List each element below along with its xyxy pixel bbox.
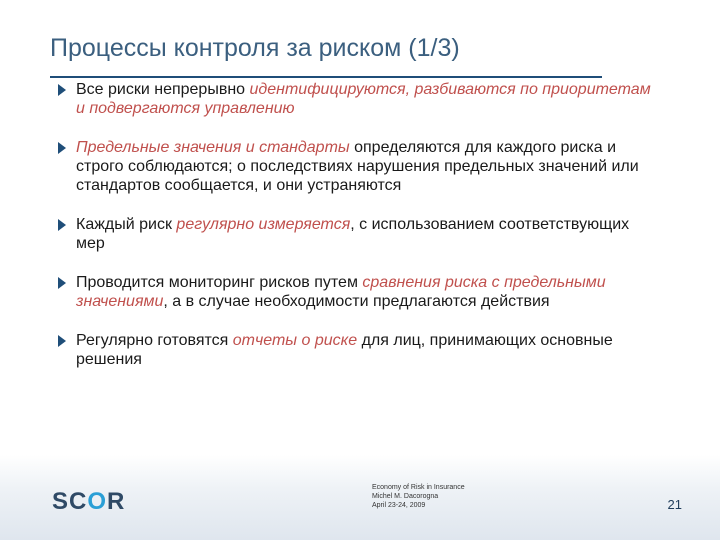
bullet-text-part: Проводится мониторинг рисков путем	[76, 274, 363, 291]
bullet-arrow-icon	[58, 84, 66, 96]
page-number: 21	[667, 497, 682, 512]
bullet-text-part: определяются для каждого риска и строго соблюдаются; о последствиях нарушения предельных значений или стандартов сообщается, и они устраняются	[76, 139, 639, 194]
bullet-arrow-icon	[58, 277, 66, 289]
bullet-text	[76, 138, 656, 195]
footer-info	[372, 483, 465, 510]
bullet-highlight: сравнения риска с предельными значениями	[76, 274, 606, 310]
logo-text-left: SC	[52, 488, 88, 515]
bullet-item	[56, 138, 656, 195]
bullet-highlight: Предельные значения и стандарты	[76, 139, 350, 156]
bullet-item	[56, 331, 656, 369]
logo-text-right: R	[107, 488, 126, 515]
bullet-arrow-icon	[58, 142, 66, 154]
bullet-text	[76, 215, 656, 253]
bullet-highlight: отчеты о риске	[232, 332, 358, 349]
scor-logo	[52, 488, 125, 516]
bullet-item	[56, 273, 656, 311]
bullet-text-part: Каждый риск	[76, 216, 177, 233]
footer-event: Economy of Risk in Insurance	[372, 484, 465, 491]
bullet-text	[76, 80, 656, 118]
bullet-text-part: для лиц, принимающих основные решения	[76, 332, 613, 368]
bullet-item	[56, 80, 656, 118]
bullet-text-part: , а в случае необходимости предлагаются действия	[163, 293, 550, 310]
bullet-highlight: регулярно измеряется	[176, 216, 351, 233]
bullet-text-part: Регулярно готовятся	[76, 332, 233, 349]
bullet-text-part: , с использованием соответствующих мер	[76, 216, 630, 252]
slide-title: Процессы контроля за риском (1/3)	[50, 34, 460, 62]
bullet-highlight: идентифицируются, разбиваются по приоритетам и подвергаются управлению	[76, 81, 651, 117]
bullet-text-part: Все риски непрерывно	[76, 81, 250, 98]
bullet-item	[56, 215, 656, 253]
footer-date: April 23-24, 2009	[372, 502, 426, 509]
bullet-list	[56, 78, 656, 369]
logo-text-o: O	[87, 488, 108, 515]
bullet-text	[76, 273, 656, 311]
bullet-text	[76, 331, 656, 369]
bullet-arrow-icon	[58, 335, 66, 347]
bullet-arrow-icon	[58, 219, 66, 231]
footer-author: Michel M. Dacorogna	[372, 493, 439, 500]
